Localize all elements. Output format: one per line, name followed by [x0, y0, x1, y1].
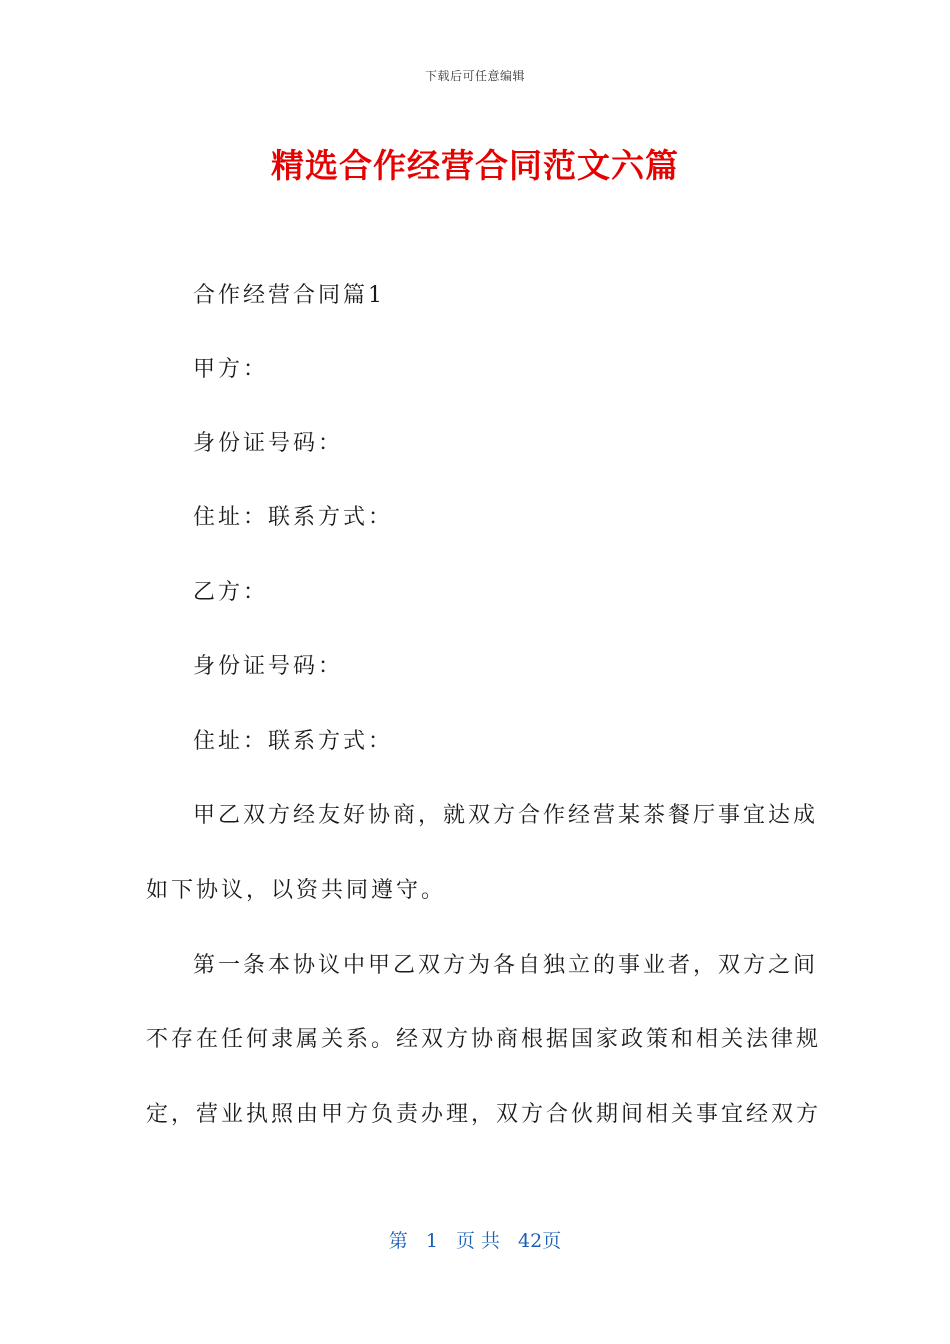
party-b-id-label: 身份证号码：: [193, 654, 344, 679]
paragraph-line: 第一条本协议中甲乙双方为各自独立的事业者，双方之间: [193, 953, 819, 978]
paragraph-line: 如下协议，以资共同遵守。: [146, 878, 447, 903]
party-b-address-label: 住址：联系方式：: [193, 729, 394, 754]
footer-current-page: 1: [425, 1230, 438, 1252]
party-a-label: 甲方：: [193, 357, 269, 382]
party-a-id-label: 身份证号码：: [193, 431, 344, 456]
paragraph-line: 甲乙双方经友好协商，就双方合作经营某茶餐厅事宜达成: [193, 803, 819, 828]
document-title: 精选合作经营合同范文六篇: [271, 146, 679, 185]
footer-prefix: 第: [388, 1230, 408, 1252]
header-note: 下载后可任意编辑: [424, 69, 525, 83]
paragraph-line: 不存在任何隶属关系。经双方协商根据国家政策和相关法律规: [146, 1027, 822, 1052]
page-footer: [0, 1226, 950, 1253]
footer-total-pages: 42: [518, 1230, 543, 1252]
section-heading: 合作经营合同篇1: [193, 283, 385, 308]
paragraph-line: 定，营业执照由甲方负责办理，双方合伙期间相关事宜经双方: [146, 1102, 822, 1127]
party-a-address-label: 住址：联系方式：: [193, 505, 394, 530]
party-b-label: 乙方：: [193, 580, 269, 605]
footer-suffix: 页: [542, 1230, 562, 1252]
footer-middle: 页 共: [455, 1230, 500, 1252]
